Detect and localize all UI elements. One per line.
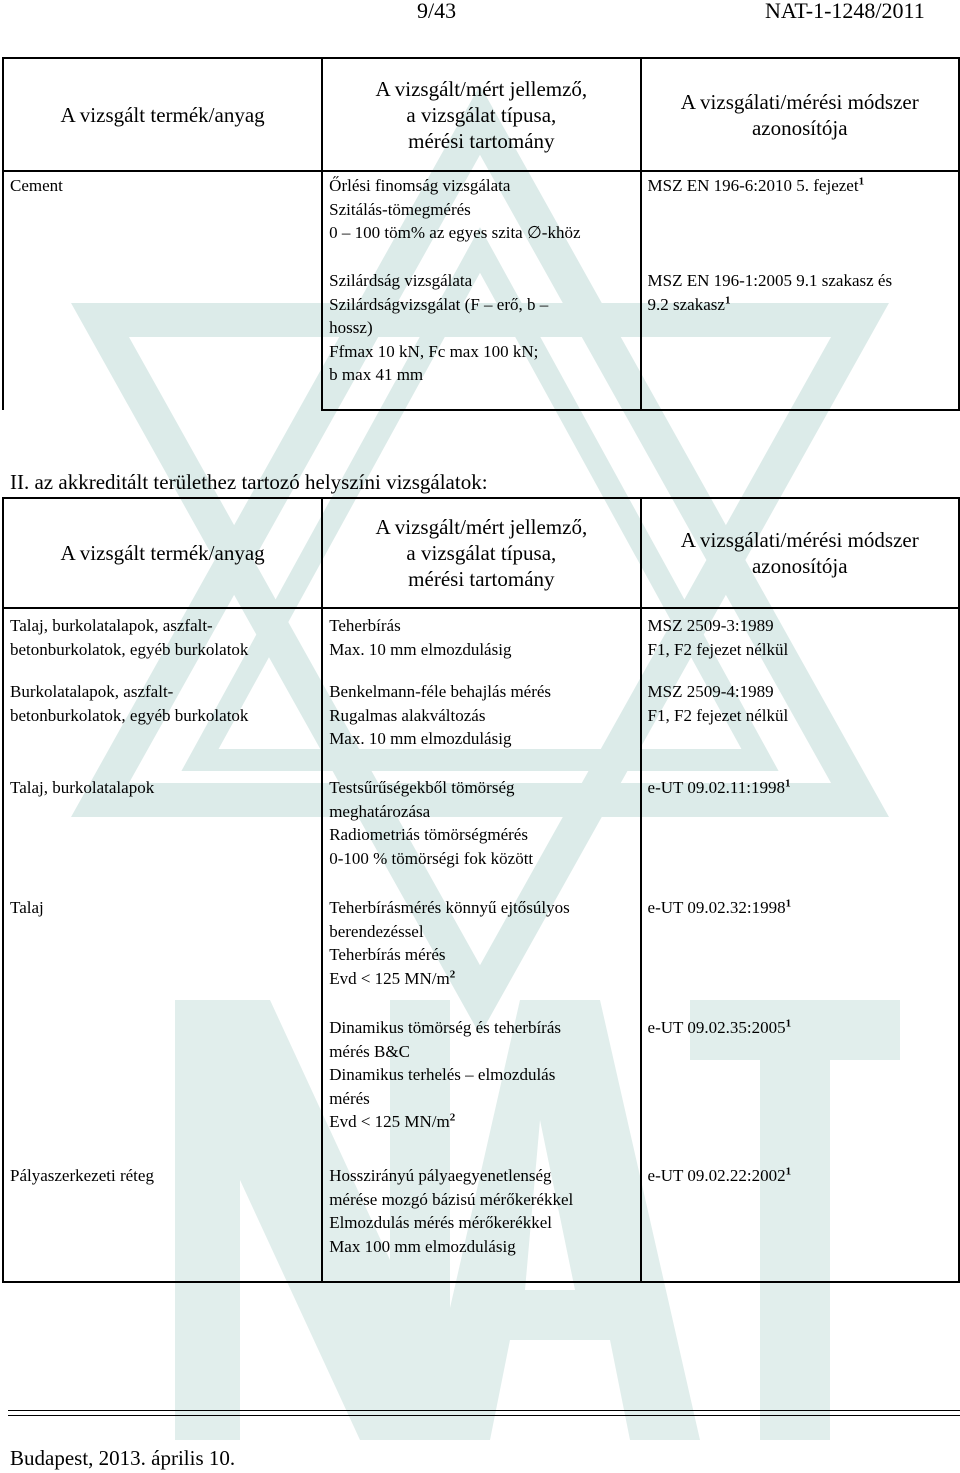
product-cell: [3, 1016, 322, 1164]
product-cell: Talaj, burkolatalapok, aszfalt- betonburkolatok, egyéb burkolatok: [3, 608, 322, 680]
product-cell: Pályaszerkezeti réteg: [3, 1164, 322, 1282]
method-cell: e-UT 09.02.22:2002$^1$: [641, 1164, 959, 1282]
method-cell: MSZ 2509-4:1989 F1, F2 fejezet nélkül: [641, 680, 959, 776]
characteristic-cell: Hosszirányú pályaegyenetlenség mérése mozgó bázisú mérőkerékkel Elmozdulás mérés mérőkerékkel Max 100 mm elmozdulásig: [322, 1164, 640, 1282]
footer-divider: [8, 1415, 960, 1416]
table-header-row: [3, 498, 959, 608]
footer-divider: [8, 1410, 960, 1411]
characteristic-cell: Őrlési finomság vizsgálata Szitálás-tömegmérés 0 – 100 töm% az egyes szita ∅-khöz: [322, 171, 640, 267]
method-cell: MSZ EN 196-1:2005 9.1 szakasz és 9.2 szakasz$^1$: [641, 267, 959, 410]
method-cell: e-UT 09.02.32:1998$^1$: [641, 896, 959, 1016]
characteristic-cell: Szilárdság vizsgálata Szilárdságvizsgálat (F – erő, b – hossz) Ffmax 10 kN, Fc max 100 kN; b max 41 mm: [322, 267, 640, 410]
document-id: NAT-1-1248/2011: [765, 0, 925, 23]
page-number: 9/43: [417, 0, 457, 23]
table-header-row: [3, 58, 959, 171]
header-product: A vizsgált termék/anyag: [3, 498, 322, 608]
footer-date: Budapest, 2013. április 10.: [10, 1446, 236, 1470]
table-row: [3, 776, 959, 896]
characteristic-cell: Teherbírásmérés könnyű ejtősúlyos berendezéssel Teherbírás mérés Evd < 125 $MN/m^2$: [322, 896, 640, 1016]
product-cell: Talaj, burkolatalapok: [3, 776, 322, 896]
characteristic-cell: Teherbírás Max. 10 mm elmozdulásig: [322, 608, 640, 680]
table-row: [3, 171, 959, 267]
product-cell: Talaj: [3, 896, 322, 1016]
characteristic-cell: Testsűrűségekből tömörség meghatározása Radiometriás tömörségmérés 0-100 % tömörségi fok között: [322, 776, 640, 896]
header-characteristic: A vizsgált/mért jellemző, a vizsgálat típusa, mérési tartomány: [322, 58, 640, 171]
method-cell: e-UT 09.02.11:1998$^1$: [641, 776, 959, 896]
section-title: II. az akkreditált területhez tartozó helyszíni vizsgálatok:: [10, 470, 488, 494]
method-cell: MSZ 2509-3:1989 F1, F2 fejezet nélkül: [641, 608, 959, 680]
table-row: [3, 896, 959, 1016]
header-method: A vizsgálati/mérési módszer azonosítója: [641, 498, 959, 608]
method-cell: MSZ EN 196-6:2010 5. fejezet$^1$: [641, 171, 959, 267]
table-row: [3, 1016, 959, 1164]
product-cell: Burkolatalapok, aszfalt- betonburkolatok, egyéb burkolatok: [3, 680, 322, 776]
accreditation-table-1: [2, 57, 960, 411]
characteristic-cell: Dinamikus tömörség és teherbírás mérés B&C Dinamikus terhelés – elmozdulás mérés Evd < 125 $MN/m^2$: [322, 1016, 640, 1164]
product-cell: Cement: [3, 171, 322, 410]
header-product: A vizsgált termék/anyag: [3, 58, 322, 171]
table-row: [3, 680, 959, 776]
characteristic-cell: Benkelmann-féle behajlás mérés Rugalmas alakváltozás Max. 10 mm elmozdulásig: [322, 680, 640, 776]
table-row: [3, 1164, 959, 1282]
accreditation-table-2: [2, 497, 960, 1283]
header-method: A vizsgálati/mérési módszer azonosítója: [641, 58, 959, 171]
method-cell: e-UT 09.02.35:2005$^1$: [641, 1016, 959, 1164]
table-row: [3, 608, 959, 680]
header-characteristic: A vizsgált/mért jellemző, a vizsgálat típusa, mérési tartomány: [322, 498, 640, 608]
